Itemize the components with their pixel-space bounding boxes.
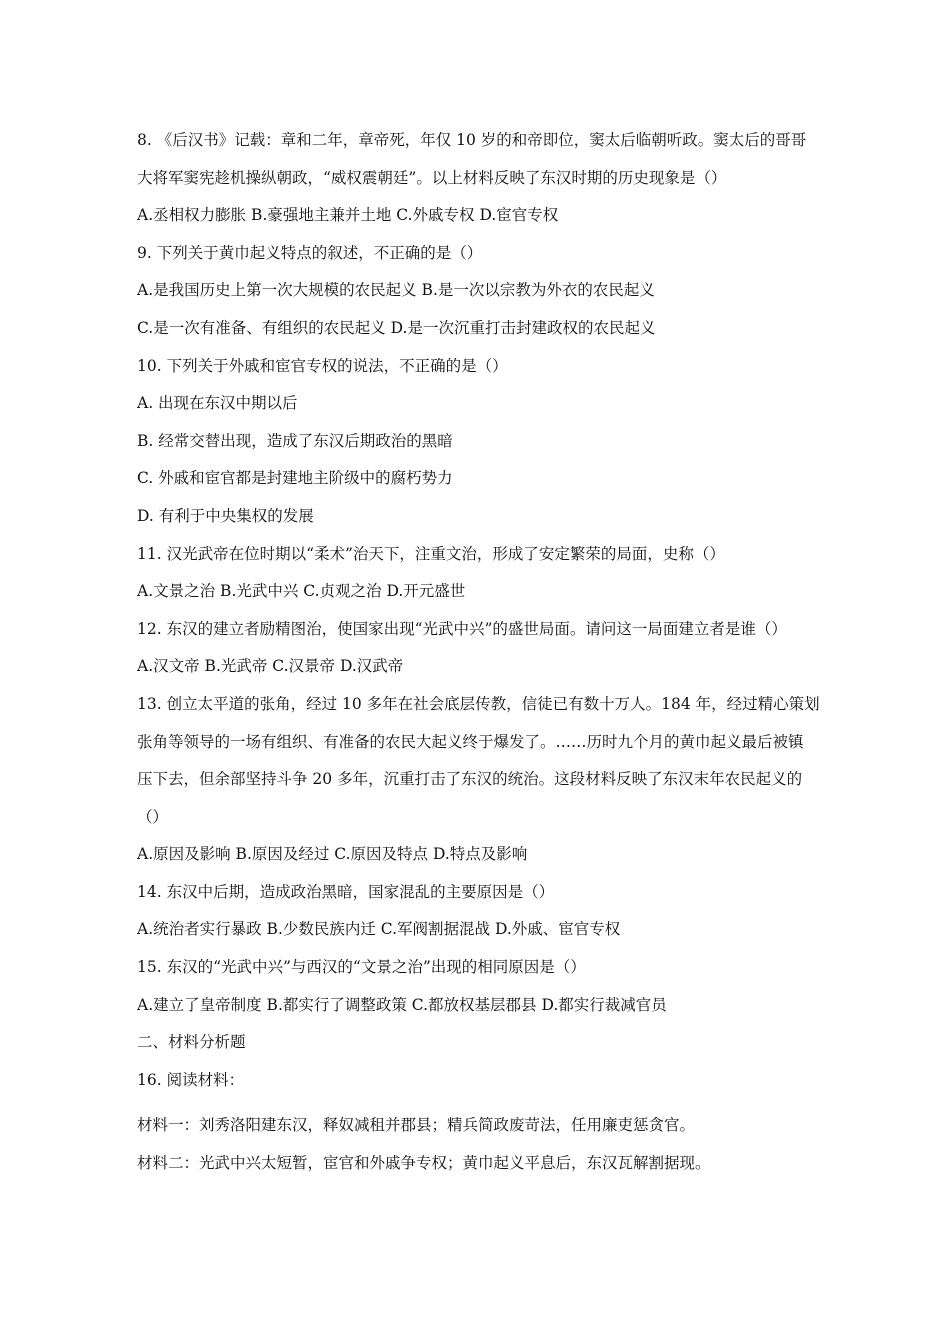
q13-stem-line4: （）	[137, 807, 169, 826]
q11-options: A.文景之治 B.光武中兴 C.贞观之治 D.开元盛世	[137, 582, 466, 601]
q12-options: A.汉文帝 B.光武帝 C.汉景帝 D.汉武帝	[137, 657, 404, 676]
document-body	[137, 122, 872, 1183]
section-heading: 二、材料分析题	[137, 1033, 246, 1052]
q8-stem-line1: 8. 《后汉书》记载：章和二年，章帝死，年仅 10 岁的和帝即位，窦太后临朝听政。窦太后的哥哥	[137, 131, 807, 149]
q13-options: A.原因及影响 B.原因及经过 C.原因及特点 D.特点及影响	[137, 845, 528, 864]
q12-stem: 12. 东汉的建立者励精图治，使国家出现“光武中兴”的盛世局面。请问这一局面建立者是谁（）	[137, 619, 787, 638]
q14-stem: 14. 东汉中后期，造成政治黑暗，国家混乱的主要原因是（）	[137, 882, 555, 901]
q10-option-d: D. 有利于中央集权的发展	[137, 506, 314, 525]
q8-options: A.丞相权力膨胀 B.豪强地主兼并土地 C.外戚专权 D.宦官专权	[137, 206, 559, 225]
material-one: 材料一：刘秀洛阳建东汉，释奴减租并郡县；精兵简政废苛法，任用廉吏惩贪官。	[137, 1116, 696, 1135]
q8-stem-line2: 大将军窦宪趁机操纵朝政，“威权震朝廷”。以上材料反映了东汉时期的历史现象是（）	[137, 168, 727, 187]
q9-stem: 9. 下列关于黄巾起义特点的叙述，不正确的是（）	[137, 243, 483, 262]
q14-options: A.统治者实行暴政 B.少数民族内迁 C.军阀割据混战 D.外戚、宦官专权	[137, 920, 621, 939]
q16-stem: 16. 阅读材料：	[137, 1070, 245, 1089]
q13-stem-line1: 13. 创立太平道的张角，经过 10 多年在社会底层传教，信徒已有数十万人。184 年，经过精心策划	[137, 694, 820, 713]
q10-option-c: C. 外戚和宦官都是封建地主阶级中的腐朽势力	[137, 469, 453, 488]
q10-stem: 10. 下列关于外戚和宦官专权的说法，不正确的是（）	[137, 356, 508, 375]
q10-option-b: B. 经常交替出现，造成了东汉后期政治的黑暗	[137, 431, 453, 450]
material-two: 材料二：光武中兴太短暂，宦官和外戚争专权；黄巾起义平息后，东汉瓦解割据现。	[137, 1154, 711, 1173]
q9-options-ab: A.是我国历史上第一次大规模的农民起义 B.是一次以宗教为外衣的农民起义	[137, 281, 655, 300]
q9-options-cd: C.是一次有准备、有组织的农民起义 D.是一次沉重打击封建政权的农民起义	[137, 318, 656, 337]
q13-stem-line2: 张角等领导的一场有组织、有准备的农民大起义终于爆发了。……历时九个月的黄巾起义最后被镇	[137, 732, 804, 751]
q11-stem: 11. 汉光武帝在位时期以“柔术”治天下，注重文治，形成了安定繁荣的局面，史称（）	[137, 544, 725, 563]
q13-stem-line3: 压下去，但余部坚持斗争 20 多年，沉重打击了东汉的统治。这段材料反映了东汉末年农民起义的	[137, 770, 803, 789]
spacer	[137, 1099, 872, 1107]
q15-stem: 15. 东汉的“光武中兴”与西汉的“文景之治”出现的相同原因是（）	[137, 958, 586, 977]
q15-options: A.建立了皇帝制度 B.都实行了调整政策 C.都放权基层郡县 D.都实行裁减官员	[137, 995, 667, 1014]
q10-option-a: A. 出现在东汉中期以后	[137, 394, 298, 413]
